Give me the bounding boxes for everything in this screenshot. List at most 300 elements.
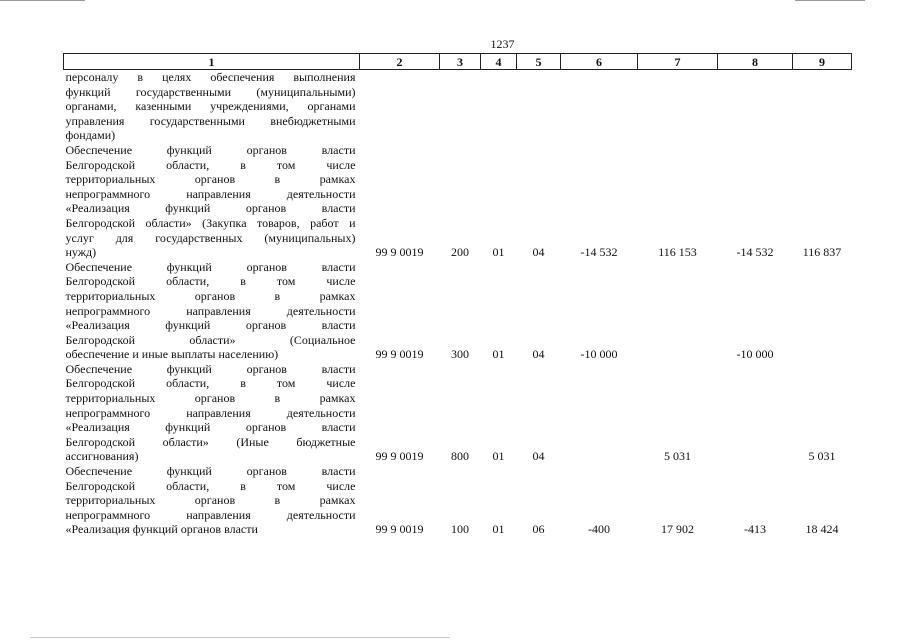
cell-value-col-4 (481, 158, 517, 173)
cell-value-col-6 (561, 172, 638, 187)
cell-value-col-5: 04 (532, 449, 545, 464)
cell-value-col-4 (481, 172, 517, 187)
table-row (64, 143, 852, 158)
row-description-line (64, 187, 360, 202)
cell-value-col-7 (638, 376, 718, 391)
column-header: 7 (638, 54, 718, 70)
cell-value-col-3: 200 (451, 245, 469, 260)
cell-value-col-6 (561, 187, 638, 202)
cell-value-col-9: 116 837 (802, 245, 842, 260)
cell-value-col-8 (718, 362, 793, 377)
table-row (64, 449, 852, 464)
cell-value-col-8 (718, 158, 793, 173)
cell-value-col-5 (517, 493, 561, 508)
cell-value-col-6 (561, 304, 638, 319)
cell-value-col-3 (440, 216, 481, 231)
description-text: Белгородской области, в том числе (65, 157, 356, 172)
column-header: 1 (64, 54, 360, 70)
cell-value-col-8 (718, 99, 793, 114)
table-row (64, 479, 852, 494)
row-description-line (64, 347, 360, 362)
row-description-line (64, 391, 360, 406)
table-row (64, 231, 852, 246)
table-row (64, 99, 852, 114)
cell-value-col-5 (517, 435, 561, 450)
cell-value-col-9 (793, 260, 852, 275)
cell-value-col-6 (561, 406, 638, 421)
cell-value-col-4 (481, 391, 517, 406)
cell-value-col-7 (638, 435, 718, 450)
cell-value-col-7 (638, 128, 718, 143)
cell-value-col-6: -14 532 (580, 245, 618, 260)
column-header: 5 (517, 54, 561, 70)
cell-value-col-9 (793, 274, 852, 289)
description-text: территориальных органов в рамках (65, 172, 356, 187)
cell-value-col-3 (440, 274, 481, 289)
cell-value-col-8 (718, 85, 793, 100)
cell-value-col-3: 100 (451, 522, 469, 537)
cell-value-col-8 (718, 493, 793, 508)
cell-value-col-9 (793, 143, 852, 158)
cell-value-col-7 (638, 99, 718, 114)
description-text: обеспечение и иные выплаты населению) (65, 347, 279, 362)
cell-value-col-2 (360, 493, 440, 508)
cell-value-col-3 (440, 420, 481, 435)
cell-value-col-3 (440, 260, 481, 275)
cell-value-col-9 (793, 289, 852, 304)
cell-value-col-3 (440, 85, 481, 100)
cell-value-col-5 (517, 172, 561, 187)
cell-value-col-7 (638, 420, 718, 435)
page-number: 1237 (490, 37, 515, 51)
cell-value-col-9 (793, 420, 852, 435)
cell-value-col-3 (440, 318, 481, 333)
cell-value-col-7 (638, 172, 718, 187)
cell-value-col-2 (360, 274, 440, 289)
cell-value-col-7 (638, 304, 718, 319)
cell-value-col-9 (793, 479, 852, 494)
cell-value-col-5 (517, 376, 561, 391)
cell-value-col-8 (718, 216, 793, 231)
cell-value-col-4 (481, 420, 517, 435)
row-description-line (64, 128, 360, 143)
cell-value-col-8 (718, 508, 793, 523)
cell-value-col-4 (481, 493, 517, 508)
cell-value-col-2 (360, 420, 440, 435)
description-text: «Реализация функций органов власти (65, 201, 356, 216)
cell-value-col-4: 01 (492, 449, 505, 464)
table-row (64, 85, 852, 100)
cell-value-col-8 (718, 143, 793, 158)
cell-value-col-7: 5 031 (664, 449, 691, 464)
cell-value-col-6 (561, 128, 638, 143)
cell-value-col-6 (561, 493, 638, 508)
cell-value-col-8 (718, 464, 793, 479)
table-row (64, 522, 852, 537)
cell-value-col-6 (561, 158, 638, 173)
table-row (64, 435, 852, 450)
cell-value-col-5 (517, 274, 561, 289)
row-description-line (64, 70, 360, 85)
cell-value-col-4 (481, 376, 517, 391)
cell-value-col-8 (718, 333, 793, 348)
cell-value-col-5 (517, 216, 561, 231)
description-text: Белгородской области, в том числе (65, 274, 356, 289)
cell-value-col-6 (561, 274, 638, 289)
cell-value-col-5 (517, 333, 561, 348)
row-description-line (64, 245, 360, 260)
cell-value-col-5 (517, 143, 561, 158)
description-text: Белгородской области» (Социальное (65, 332, 356, 347)
cell-value-col-2 (360, 362, 440, 377)
cell-value-col-2: 99 9 0019 (375, 522, 424, 537)
cell-value-col-3 (440, 143, 481, 158)
cell-value-col-8 (718, 128, 793, 143)
row-description-line (64, 114, 360, 129)
cell-value-col-2 (360, 70, 440, 85)
description-text: Белгородской области» (Иные бюджетные (65, 434, 356, 449)
cell-value-col-4 (481, 508, 517, 523)
cell-value-col-3: 300 (451, 347, 469, 362)
cell-value-col-4 (481, 479, 517, 494)
description-text: непрограммного направления деятельности (65, 507, 356, 522)
cell-value-col-4 (481, 289, 517, 304)
table-row (64, 406, 852, 421)
cell-value-col-8 (718, 318, 793, 333)
row-description-line (64, 158, 360, 173)
cell-value-col-6 (561, 70, 638, 85)
table-row (64, 245, 852, 260)
table-row (64, 172, 852, 187)
cell-value-col-4 (481, 333, 517, 348)
cell-value-col-9 (793, 231, 852, 246)
row-description-line (64, 143, 360, 158)
cell-value-col-3 (440, 128, 481, 143)
cell-value-col-3 (440, 289, 481, 304)
cell-value-col-2 (360, 172, 440, 187)
cell-value-col-2 (360, 289, 440, 304)
description-text: услуг для государственных (муниципальных) (65, 230, 356, 245)
cell-value-col-4: 01 (492, 347, 505, 362)
cell-value-col-4 (481, 304, 517, 319)
cell-value-col-7 (638, 493, 718, 508)
cell-value-col-7 (638, 362, 718, 377)
cell-value-col-2 (360, 99, 440, 114)
description-text: «Реализация функций органов власти (65, 318, 356, 333)
cell-value-col-2 (360, 406, 440, 421)
cell-value-col-5 (517, 128, 561, 143)
cell-value-col-4 (481, 406, 517, 421)
table-row (64, 201, 852, 216)
row-description-line (64, 333, 360, 348)
cell-value-col-7 (638, 70, 718, 85)
description-text: непрограммного направления деятельности (65, 303, 356, 318)
cell-value-col-6 (561, 231, 638, 246)
cell-value-col-4 (481, 260, 517, 275)
cell-value-col-8 (718, 201, 793, 216)
cell-value-col-5: 06 (532, 522, 545, 537)
cell-value-col-9 (793, 85, 852, 100)
table-row (64, 216, 852, 231)
cell-value-col-9 (793, 201, 852, 216)
cell-value-col-9 (793, 333, 852, 348)
row-description-line (64, 274, 360, 289)
cell-value-col-2 (360, 231, 440, 246)
cell-value-col-8 (718, 274, 793, 289)
cell-value-col-7: 116 153 (658, 245, 697, 260)
cell-value-col-7 (638, 201, 718, 216)
cell-value-col-5 (517, 362, 561, 377)
cell-value-col-4 (481, 464, 517, 479)
cell-value-col-9 (793, 114, 852, 129)
row-description-line (64, 493, 360, 508)
cell-value-col-7 (638, 289, 718, 304)
cell-value-col-7 (638, 391, 718, 406)
cell-value-col-3 (440, 435, 481, 450)
row-description-line (64, 99, 360, 114)
cell-value-col-3 (440, 70, 481, 85)
cell-value-col-2 (360, 201, 440, 216)
description-text: функций государственными (муниципальными) (65, 84, 356, 99)
cell-value-col-3 (440, 99, 481, 114)
cell-value-col-2 (360, 216, 440, 231)
cell-value-col-6 (561, 435, 638, 450)
cell-value-col-5 (517, 289, 561, 304)
cell-value-col-7 (638, 274, 718, 289)
cell-value-col-3 (440, 304, 481, 319)
cell-value-col-3 (440, 493, 481, 508)
cell-value-col-2 (360, 85, 440, 100)
cell-value-col-3 (440, 508, 481, 523)
table-row (64, 420, 852, 435)
cell-value-col-9: 18 424 (805, 522, 839, 537)
description-text: «Реализация функций органов власти (65, 420, 356, 435)
cell-value-col-7 (638, 508, 718, 523)
cell-value-col-2 (360, 333, 440, 348)
cell-value-col-3 (440, 158, 481, 173)
table-row (64, 70, 852, 85)
row-description-line (64, 406, 360, 421)
cell-value-col-8 (718, 435, 793, 450)
cell-value-col-7 (638, 406, 718, 421)
cell-value-col-6 (561, 508, 638, 523)
cell-value-col-6 (561, 376, 638, 391)
cell-value-col-5: 04 (532, 347, 545, 362)
row-description-line (64, 260, 360, 275)
cell-value-col-6 (561, 362, 638, 377)
bottom-edge-line (30, 637, 450, 638)
cell-value-col-5: 04 (532, 245, 545, 260)
cell-value-col-3 (440, 201, 481, 216)
row-description-line (64, 85, 360, 100)
cell-value-col-9 (793, 70, 852, 85)
cell-value-col-2 (360, 143, 440, 158)
cell-value-col-6: -10 000 (580, 347, 618, 362)
cell-value-col-2 (360, 464, 440, 479)
cell-value-col-4 (481, 114, 517, 129)
description-text: «Реализация функций органов власти (65, 522, 258, 537)
top-edge-line-right (795, 0, 865, 1)
cell-value-col-8 (718, 420, 793, 435)
cell-value-col-8 (718, 376, 793, 391)
cell-value-col-6 (561, 449, 638, 464)
table-row (64, 289, 852, 304)
cell-value-col-8 (718, 406, 793, 421)
cell-value-col-7 (638, 464, 718, 479)
cell-value-col-9 (793, 376, 852, 391)
description-text: Обеспечение функций органов власти (65, 259, 356, 274)
cell-value-col-7 (638, 347, 718, 362)
row-description-line (64, 435, 360, 450)
row-description-line (64, 231, 360, 246)
cell-value-col-6 (561, 85, 638, 100)
cell-value-col-7 (638, 216, 718, 231)
cell-value-col-7 (638, 231, 718, 246)
cell-value-col-8 (718, 479, 793, 494)
cell-value-col-5 (517, 114, 561, 129)
cell-value-col-4 (481, 70, 517, 85)
cell-value-col-6 (561, 260, 638, 275)
row-description-line (64, 508, 360, 523)
row-description-line (64, 464, 360, 479)
row-description-line (64, 318, 360, 333)
cell-value-col-5 (517, 70, 561, 85)
cell-value-col-5 (517, 260, 561, 275)
cell-value-col-6 (561, 479, 638, 494)
cell-value-col-4 (481, 187, 517, 202)
cell-value-col-8 (718, 391, 793, 406)
description-text: непрограммного направления деятельности (65, 186, 356, 201)
description-text: Белгородской области» (Закупка товаров, работ и (65, 215, 356, 230)
cell-value-col-2 (360, 391, 440, 406)
cell-value-col-8: -14 532 (736, 245, 774, 260)
cell-value-col-9 (793, 158, 852, 173)
cell-value-col-5 (517, 158, 561, 173)
cell-value-col-3 (440, 362, 481, 377)
row-description-line (64, 289, 360, 304)
description-text: Обеспечение функций органов власти (65, 142, 356, 157)
cell-value-col-2 (360, 304, 440, 319)
cell-value-col-3 (440, 231, 481, 246)
table-row (64, 376, 852, 391)
cell-value-col-9 (793, 435, 852, 450)
cell-value-col-9 (793, 391, 852, 406)
cell-value-col-7: 17 902 (661, 522, 694, 537)
cell-value-col-2 (360, 158, 440, 173)
cell-value-col-7 (638, 158, 718, 173)
cell-value-col-5 (517, 85, 561, 100)
table-row (64, 318, 852, 333)
cell-value-col-3 (440, 187, 481, 202)
cell-value-col-5 (517, 231, 561, 246)
cell-value-col-6 (561, 99, 638, 114)
cell-value-col-4 (481, 231, 517, 246)
description-text: Обеспечение функций органов власти (65, 464, 356, 479)
cell-value-col-4 (481, 216, 517, 231)
description-text: Белгородской области, в том числе (65, 376, 356, 391)
description-text: территориальных органов в рамках (65, 391, 356, 406)
cell-value-col-5 (517, 99, 561, 114)
column-header: 4 (481, 54, 517, 70)
cell-value-col-2 (360, 187, 440, 202)
cell-value-col-7 (638, 143, 718, 158)
cell-value-col-4 (481, 85, 517, 100)
cell-value-col-8 (718, 70, 793, 85)
cell-value-col-7 (638, 333, 718, 348)
cell-value-col-3 (440, 114, 481, 129)
row-description-line (64, 376, 360, 391)
table-row (64, 260, 852, 275)
cell-value-col-8 (718, 304, 793, 319)
row-description-line (64, 362, 360, 377)
cell-value-col-2 (360, 128, 440, 143)
row-description-line (64, 449, 360, 464)
description-text: управления государственными внебюджетными (65, 113, 356, 128)
cell-value-col-4: 01 (492, 245, 505, 260)
table-row (64, 362, 852, 377)
cell-value-col-6 (561, 391, 638, 406)
cell-value-col-2 (360, 508, 440, 523)
row-description-line (64, 201, 360, 216)
cell-value-col-9 (793, 128, 852, 143)
description-text: территориальных органов в рамках (65, 493, 356, 508)
cell-value-col-5 (517, 479, 561, 494)
cell-value-col-6: -400 (588, 522, 610, 537)
row-description-line (64, 216, 360, 231)
row-description-line (64, 420, 360, 435)
cell-value-col-4 (481, 362, 517, 377)
column-header: 6 (561, 54, 638, 70)
column-header: 3 (440, 54, 481, 70)
header-row (64, 54, 852, 70)
cell-value-col-6 (561, 420, 638, 435)
cell-value-col-5 (517, 201, 561, 216)
description-text: Обеспечение функций органов власти (65, 361, 356, 376)
table-row (64, 333, 852, 348)
cell-value-col-4: 01 (492, 522, 505, 537)
cell-value-col-2: 99 9 0019 (375, 245, 424, 260)
budget-table (63, 53, 852, 537)
cell-value-col-2: 99 9 0019 (375, 449, 424, 464)
cell-value-col-5 (517, 464, 561, 479)
table-row (64, 347, 852, 362)
cell-value-col-4 (481, 143, 517, 158)
cell-value-col-4 (481, 318, 517, 333)
cell-value-col-4 (481, 201, 517, 216)
description-text: территориальных органов в рамках (65, 288, 356, 303)
cell-value-col-2: 99 9 0019 (375, 347, 424, 362)
cell-value-col-5 (517, 187, 561, 202)
cell-value-col-7 (638, 318, 718, 333)
top-edge-line-left (0, 0, 85, 1)
cell-value-col-8 (718, 114, 793, 129)
cell-value-col-9 (793, 464, 852, 479)
cell-value-col-2 (360, 318, 440, 333)
cell-value-col-8 (718, 187, 793, 202)
cell-value-col-3 (440, 464, 481, 479)
column-header: 9 (793, 54, 852, 70)
cell-value-col-9 (793, 318, 852, 333)
cell-value-col-7 (638, 260, 718, 275)
cell-value-col-7 (638, 479, 718, 494)
cell-value-col-3 (440, 333, 481, 348)
table-row (64, 158, 852, 173)
table-row (64, 304, 852, 319)
cell-value-col-6 (561, 318, 638, 333)
cell-value-col-7 (638, 114, 718, 129)
cell-value-col-3 (440, 172, 481, 187)
column-header: 2 (360, 54, 440, 70)
